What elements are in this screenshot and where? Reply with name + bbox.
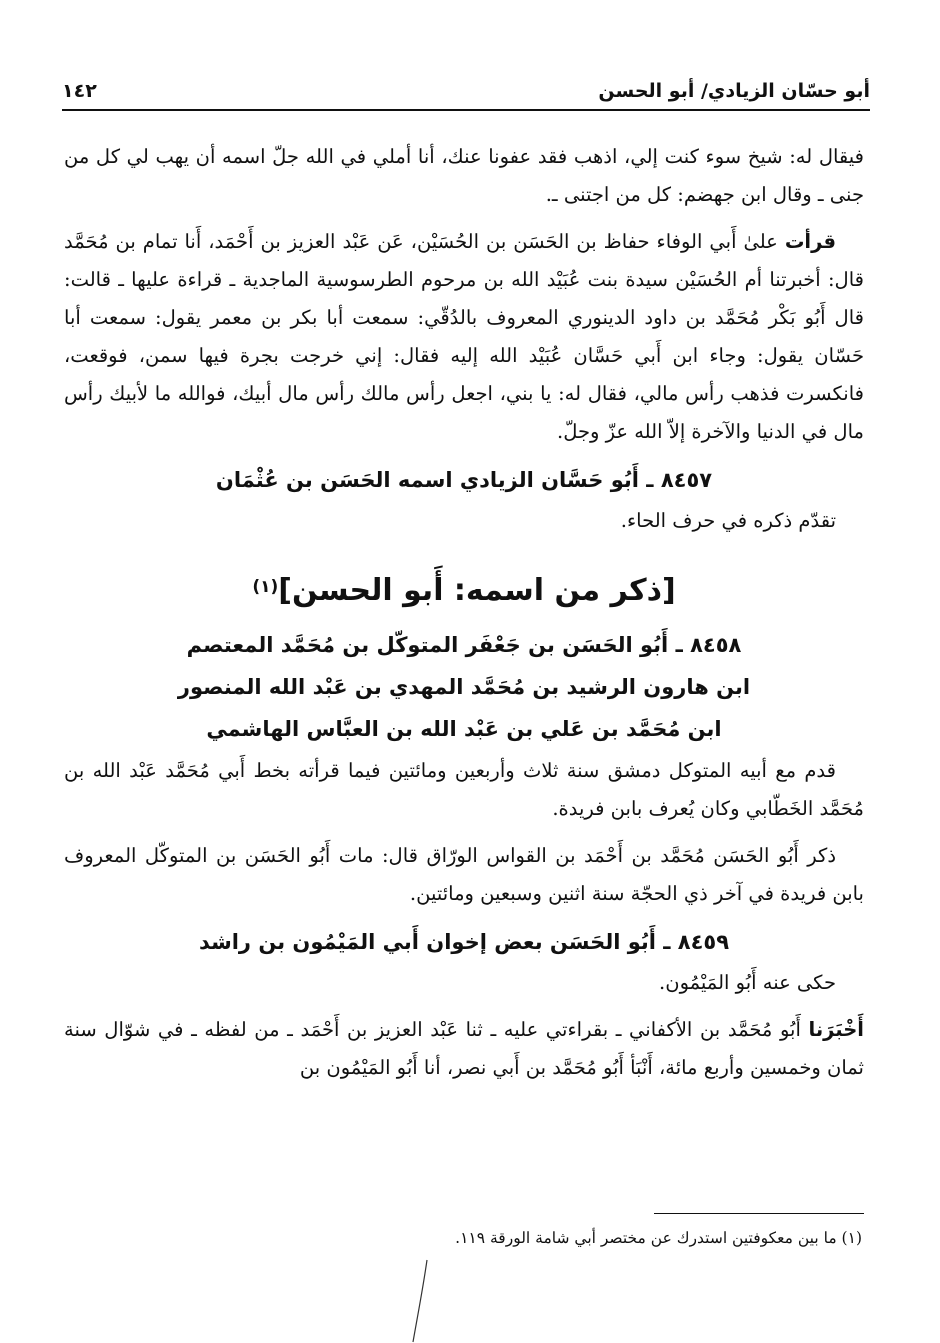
footnote-rule <box>654 1213 864 1214</box>
paragraph-2 <box>64 223 864 451</box>
entry-8458-title-line-2: ابن هارون الرشيد بن مُحَمَّد المهدي بن عَبْد الله المنصور <box>177 675 751 699</box>
scan-stray-line <box>405 1258 435 1343</box>
entry-8458-title-line-3: ابن مُحَمَّد بن عَلي بن عَبْد الله بن العبَّاس الهاشمي <box>206 717 722 741</box>
paragraph-3: قدم مع أبيه المتوكل دمشق سنة ثلاث وأربعين ومائتين فيما قرأته بخط أَبي مُحَمَّد عَبْد الله بن مُحَمَّد الخَطّابي وكان يُعرف بابن فريدة. <box>64 759 864 820</box>
section-heading-footnote-ref: (١) <box>252 577 279 597</box>
entry-8458-title-line-1: ٨٤٥٨ ـ أَبُو الحَسَن بن جَعْفَر المتوكّل بن مُحَمَّد المعتصم <box>186 633 742 657</box>
entry-8457-text: تقدّم ذكره في حرف الحاء. <box>620 509 836 532</box>
footnote: (١) ما بين معكوفتين استدرك عن مختصر أبي شامة الورقة ١١٩. <box>455 1229 862 1247</box>
entry-8459-text: حكى عنه أَبُو المَيْمُون. <box>659 971 836 994</box>
paragraph-5-text: أَبُو مُحَمَّد بن الأكفاني ـ بقراءتي عليه ـ ثنا عَبْد العزيز بن أَحْمَد ـ من لفظه ـ في شوّال سنة ثمان وخمسين وأربع مائة، أَنْبَأ أَبُو مُحَمَّد بن أَبي نصر، أنا أَبُو المَيْمُون بن <box>64 1018 864 1079</box>
paragraph-5-lead: أَخْبَرَنا <box>808 1018 864 1041</box>
paragraph-5 <box>64 1011 864 1087</box>
entry-8459-title: ٨٤٥٩ ـ أَبُو الحَسَن بعض إخوان أَبي المَيْمُون بن راشد <box>198 930 730 954</box>
page-number: ١٤٢ <box>62 80 97 102</box>
paragraph-2-lead: قرأت <box>784 230 836 253</box>
main-text <box>64 138 864 1096</box>
header-rule <box>62 109 870 111</box>
section-heading-text: [ذكر من اسمه: أَبو الحسن] <box>278 573 676 608</box>
entry-8457-title: ٨٤٥٧ ـ أَبُو حَسَّان الزيادي اسمه الحَسَن بن عُثْمَان <box>215 468 713 492</box>
page-header <box>62 62 870 102</box>
section-heading <box>64 566 864 616</box>
entry-8458-title <box>64 624 864 750</box>
paragraph-2-text: علىٰ أَبي الوفاء حفاظ بن الحَسَن بن الحُسَيْن، عَن عَبْد العزيز بن أَحْمَد، أَنا تمام بن مُحَمَّد قال: أخبرتنا أم الحُسَيْن سيدة بنت عُبَيْد الله بن مرحوم الطرسوسية الماجدية ـ قراءة عليها ـ قالت: قال أَبُو بَكْر مُحَمَّد بن داود الدينوري المعروف بالدُقّي: سمعت أبا بكر بن معمر يقول: سمعت أبا حَسّان يقول: وجاء ابن أَبي حَسَّان عُبَيْد الله إليه فقال: إني خرجت بجرة فيها سمن، فوقعت، فانكسرت فذهب رأس مالي، فقال له: يا بني، اجعل رأس مالك رأس مال أبيك، فوالله ما لأبيك رأس مال في الدنيا والآخرة إلاّ الله عزّ وجلّ. <box>64 230 864 443</box>
paragraph-4: ذكر أَبُو الحَسَن مُحَمَّد بن أَحْمَد بن القواس الورّاق قال: مات أَبُو الحَسَن بن المتوكّل المعروف بابن فريدة في آخر ذي الحجّة سنة اثنين وسبعين ومائتين. <box>64 844 864 905</box>
running-title: أبو حسّان الزيادي/ أبو الحسن <box>598 80 870 102</box>
paragraph-1: فيقال له: شيخ سوء كنت إلي، اذهب فقد عفونا عنك، أنا أملي في الله جلّ اسمه أن يهب لي كل من جنى ـ وقال ابن جهضم: كل من اجتنى ـ. <box>64 145 864 206</box>
